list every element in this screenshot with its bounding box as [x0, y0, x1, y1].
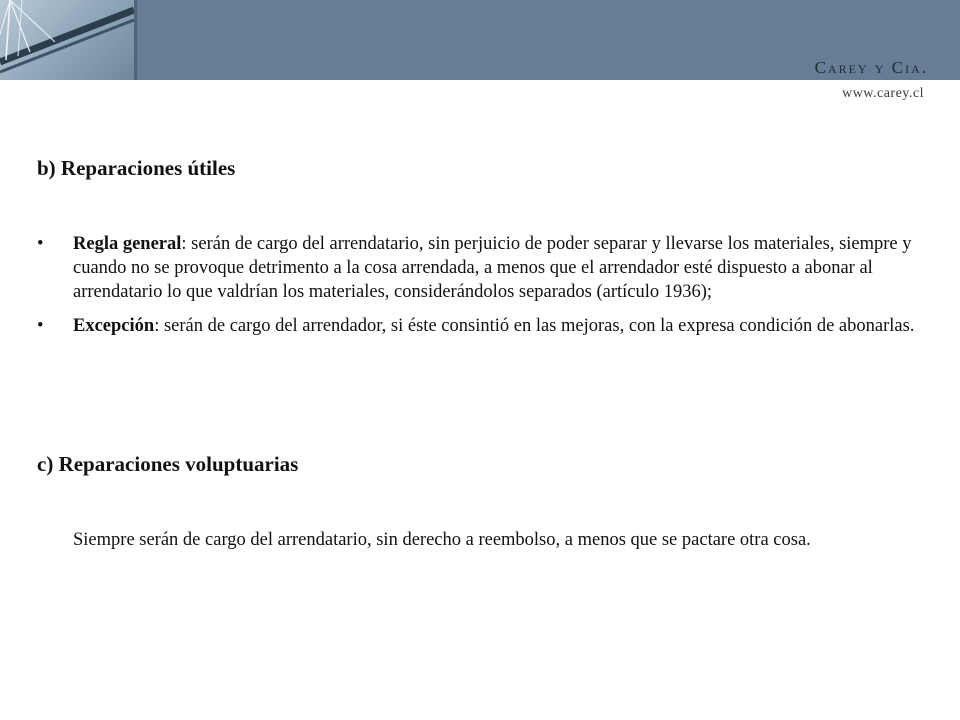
header-divider	[134, 0, 137, 80]
bridge-cables-icon	[0, 0, 134, 80]
bullet-text: : serán de cargo del arrendatario, sin perjuicio de poder separar y llevarse los materiales, siempre y cuando no se provoque detrimento a la cosa arrendada, a menos que el arrendador esté dispuesto a abonar al arrendatario lo que valdrían los materiales, considerándolos separados (artículo 1936);	[73, 234, 912, 302]
bullet-label: Regla general	[73, 234, 182, 254]
bridge-image	[0, 0, 134, 80]
section-heading-voluptuarias: c) Reparaciones voluptuarias	[37, 452, 299, 476]
bullet-item	[37, 314, 917, 338]
brand-name: Carey y Cia.	[814, 58, 928, 77]
section-paragraph: Siempre serán de cargo del arrendatario, sin derecho a reembolso, a menos que se pactare otra cosa.	[73, 530, 811, 550]
bullet-text: : serán de cargo del arrendador, si éste consintió en las mejoras, con la expresa condición de abonarlas.	[154, 316, 915, 336]
website-url: www.carey.cl	[842, 86, 924, 101]
bullet-icon: •	[37, 234, 44, 254]
bullet-label: Excepción	[73, 316, 155, 336]
section-heading-utiles: b) Reparaciones útiles	[37, 156, 236, 180]
bullet-item	[37, 232, 917, 304]
bullet-list	[37, 232, 917, 348]
bullet-icon: •	[37, 316, 44, 336]
